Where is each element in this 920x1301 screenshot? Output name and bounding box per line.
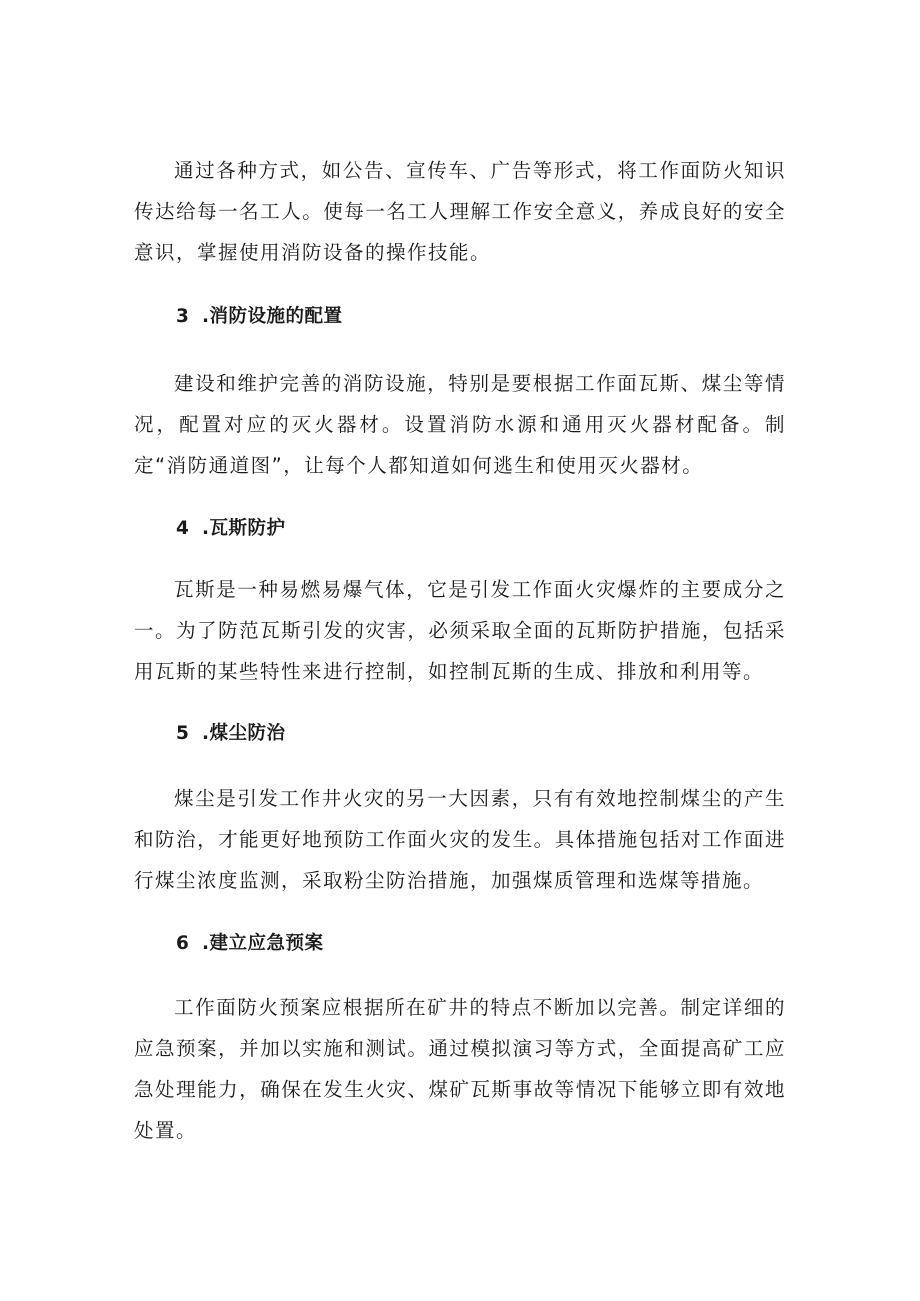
heading-title: .瓦斯防护 bbox=[202, 518, 286, 539]
heading-fire-facilities bbox=[176, 302, 343, 332]
paragraph-gas-protection: 瓦斯是一种易燃易爆气体，它是引发工作面火灾爆炸的主要成分之一。为了防范瓦斯引发的灾害，必须采取全面的瓦斯防护措施，包括采用瓦斯的某些特性来进行控制，如控制瓦斯的生成、排放和利用等。 bbox=[134, 578, 786, 683]
heading-title: .煤尘防治 bbox=[202, 723, 286, 744]
paragraph-emergency-plan: 工作面防火预案应根据所在矿井的特点不断加以完善。制定详细的应急预案，并加以实施和测试。通过模拟演习等方式，全面提高矿工应急处理能力，确保在发生火灾、煤矿瓦斯事故等情况下能够立即有效地处置。 bbox=[134, 996, 786, 1142]
heading-coal-dust bbox=[176, 719, 286, 749]
heading-emergency-plan bbox=[176, 929, 324, 959]
heading-number: 5 bbox=[176, 723, 190, 744]
heading-number: 4 bbox=[176, 518, 190, 539]
heading-number: 6 bbox=[176, 933, 190, 954]
paragraph-fire-facilities: 建设和维护完善的消防设施，特别是要根据工作面瓦斯、煤尘等情况，配置对应的灭火器材。设置消防水源和通用灭火器材配备。制定“消防通道图”，让每个人都知道如何逃生和使用灭火器材。 bbox=[134, 372, 786, 477]
paragraph-coal-dust: 煤尘是引发工作井火灾的另一大因素，只有有效地控制煤尘的产生和防治，才能更好地预防工作面火灾的发生。具体措施包括对工作面进行煤尘浓度监测，采取粉尘防治措施，加强煤质管理和选煤等措施。 bbox=[134, 787, 786, 892]
heading-number: 3 bbox=[176, 306, 190, 327]
heading-gas-protection bbox=[176, 514, 286, 544]
paragraph-training: 通过各种方式，如公告、宣传车、广告等形式，将工作面防火知识传达给每一名工人。使每一名工人理解工作安全意义，养成良好的安全意识，掌握使用消防设备的操作技能。 bbox=[134, 159, 786, 264]
heading-title: .消防设施的配置 bbox=[202, 306, 343, 327]
heading-title: .建立应急预案 bbox=[202, 933, 324, 954]
